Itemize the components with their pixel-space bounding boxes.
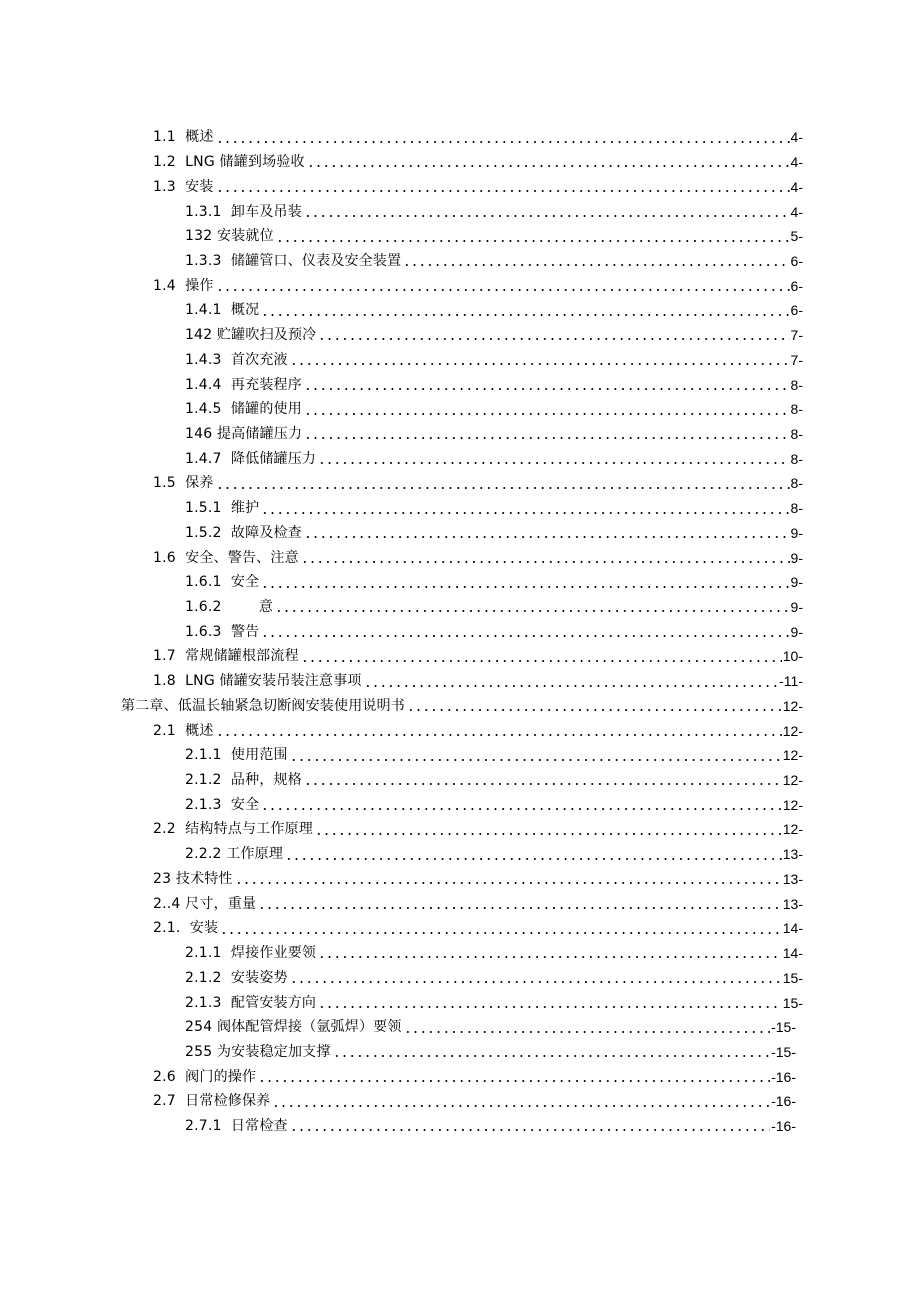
toc-dot-leader <box>403 263 789 267</box>
toc-entry[interactable] <box>185 298 803 323</box>
toc-entry-title: 1.3 安装 <box>153 178 214 195</box>
toc-entry-title: 146 提高储罐压力 <box>185 425 303 442</box>
toc-entry-title: 1.3.1 卸车及吊装 <box>185 203 302 220</box>
toc-entry[interactable] <box>185 249 803 274</box>
toc-page-number: 14- <box>782 945 803 962</box>
toc-dot-leader <box>261 634 789 638</box>
toc-dot-leader <box>261 585 789 589</box>
toc-entry-title: 1.2 LNG 储罐到场验收 <box>153 154 305 171</box>
toc-entry[interactable] <box>185 199 803 224</box>
toc-entry-title: 2.2.2 工作原理 <box>185 846 284 863</box>
toc-entry[interactable] <box>185 496 803 521</box>
toc-entry-title: 1.5.1 维护 <box>185 500 260 517</box>
toc-page-number: 8- <box>790 450 803 467</box>
toc-entry[interactable] <box>153 125 803 150</box>
toc-dot-leader <box>216 486 790 490</box>
toc-page-number: 9- <box>790 549 803 566</box>
toc-entry[interactable] <box>153 471 803 496</box>
toc-dot-leader <box>318 337 789 341</box>
toc-entry[interactable] <box>185 446 803 471</box>
toc-entry-title: 132 安装就位 <box>185 228 274 245</box>
toc-page-number: -15- <box>771 1019 796 1036</box>
toc-entry[interactable] <box>153 867 803 892</box>
toc-dot-leader <box>304 214 790 218</box>
toc-entry-title: 1.6.2 意 <box>185 599 274 616</box>
toc-page-number: 8- <box>790 425 803 442</box>
toc-entry[interactable] <box>153 891 803 916</box>
toc-dot-leader <box>275 609 790 613</box>
toc-entry-title: 1.6 安全、警告、注意 <box>153 549 299 566</box>
toc-entry[interactable] <box>153 150 803 175</box>
toc-entry-title: 第二章、低温长轴紧急切断阀安装使用说明书 <box>121 697 405 714</box>
toc-entry[interactable] <box>153 817 803 842</box>
toc-entry-title: 2..4 尺寸，重量 <box>153 895 257 912</box>
toc-entry-title: 1.4.7 降低储罐压力 <box>185 450 317 467</box>
toc-entry[interactable] <box>121 694 803 719</box>
toc-dot-leader <box>404 1030 771 1034</box>
toc-entry-title: 1.3.3 储罐管口、仪表及安全装置 <box>185 252 402 269</box>
toc-entry[interactable] <box>185 619 803 644</box>
toc-dot-leader <box>364 684 779 688</box>
toc-dot-leader <box>304 436 789 440</box>
toc-dot-leader <box>304 782 782 786</box>
toc-page-number: 8- <box>790 475 803 492</box>
toc-entry[interactable] <box>153 669 803 694</box>
toc-entry-title: 1.6.3 警告 <box>185 623 260 640</box>
table-of-contents <box>0 125 920 1138</box>
toc-entry-title: 2.1.2 品种，规格 <box>185 772 302 789</box>
toc-entry[interactable] <box>185 768 803 793</box>
toc-page-number: 5- <box>790 228 803 245</box>
toc-entry[interactable] <box>185 941 803 966</box>
toc-dot-leader <box>276 239 790 243</box>
toc-page-number: -16- <box>771 1068 796 1085</box>
toc-entry-title: 1.4.4 再充装程序 <box>185 376 302 393</box>
toc-entry-title: 2.6 阀门的操作 <box>153 1068 257 1085</box>
toc-entry-title: 1.4.1 概况 <box>185 302 260 319</box>
toc-dot-leader <box>290 362 790 366</box>
toc-entry-title: 1.8 LNG 储罐安装吊装注意事项 <box>153 673 362 690</box>
toc-dot-leader <box>307 164 790 168</box>
toc-dot-leader <box>258 1079 770 1083</box>
toc-page-number: 8- <box>790 376 803 393</box>
toc-page-number: 12- <box>782 697 803 714</box>
toc-dot-leader <box>235 881 782 885</box>
toc-entry[interactable] <box>153 1064 796 1089</box>
toc-dot-leader <box>216 189 790 193</box>
toc-page-number: 9- <box>790 599 803 616</box>
toc-entry[interactable] <box>185 792 803 817</box>
toc-entry[interactable] <box>185 1015 796 1040</box>
toc-entry[interactable] <box>185 570 803 595</box>
toc-entry[interactable] <box>185 990 803 1015</box>
toc-page-number: -16- <box>771 1093 796 1110</box>
toc-entry-title: 23 技术特性 <box>153 870 233 887</box>
toc-page-number: 15- <box>782 969 803 986</box>
toc-entry[interactable] <box>153 273 803 298</box>
toc-page-number: -11- <box>779 673 803 690</box>
toc-page-number: 12- <box>782 747 803 764</box>
toc-dot-leader <box>318 1005 782 1009</box>
toc-entry[interactable] <box>185 323 803 348</box>
toc-entry-title: 255 为安装稳定加支撑 <box>185 1043 331 1060</box>
toc-entry-title: 1.4.5 储罐的使用 <box>185 401 302 418</box>
toc-dot-leader <box>290 980 782 984</box>
toc-entry[interactable] <box>153 545 803 570</box>
toc-entry[interactable] <box>185 965 803 990</box>
toc-dot-leader <box>290 758 782 762</box>
toc-entry-title: 2.1. 安装 <box>153 920 219 937</box>
toc-page-number: 4- <box>790 203 803 220</box>
toc-dot-leader <box>304 535 790 539</box>
toc-page-number: 4- <box>790 129 803 146</box>
toc-dot-leader <box>261 807 781 811</box>
toc-page-number: 7- <box>790 327 803 344</box>
toc-entry-title: 2.1.2 安装姿势 <box>185 969 288 986</box>
toc-dot-leader <box>261 313 789 317</box>
toc-dot-leader <box>318 955 782 959</box>
toc-entry-title: 1.5.2 故障及检查 <box>185 524 302 541</box>
toc-dot-leader <box>216 733 782 737</box>
toc-entry[interactable] <box>185 372 803 397</box>
toc-entry[interactable] <box>185 842 803 867</box>
toc-entry-title: 142 贮罐吹扫及预冷 <box>185 327 317 344</box>
toc-page-number: 9- <box>790 623 803 640</box>
toc-page-number: 12- <box>782 772 803 789</box>
toc-page-number: 13- <box>782 870 803 887</box>
toc-page-number: 9- <box>790 574 803 591</box>
toc-entry-title: 1.4.3 首次充液 <box>185 351 288 368</box>
toc-entry[interactable] <box>185 397 803 422</box>
toc-entry-title: 2.7.1 日常检查 <box>185 1118 288 1135</box>
toc-dot-leader <box>216 140 790 144</box>
toc-dot-leader <box>220 931 782 935</box>
toc-dot-leader <box>301 659 782 663</box>
toc-entry[interactable] <box>153 644 803 669</box>
toc-entry[interactable] <box>185 1114 796 1139</box>
toc-entry-title: 1.1 概述 <box>153 129 214 146</box>
toc-page-number: 4- <box>790 178 803 195</box>
toc-dot-leader <box>301 560 790 564</box>
toc-entry[interactable] <box>153 174 803 199</box>
toc-dot-leader <box>261 511 789 515</box>
toc-entry[interactable] <box>153 1089 796 1114</box>
toc-page-number: 6- <box>790 277 803 294</box>
toc-entry-title: 2.1.1 使用范围 <box>185 747 288 764</box>
toc-entry-title: 254 阀体配管焊接（氩弧焊）要领 <box>185 1019 402 1036</box>
toc-entry-title: 2.1 概述 <box>153 722 214 739</box>
toc-page-number: 15- <box>782 994 803 1011</box>
toc-entry-title: 1.4 操作 <box>153 277 214 294</box>
toc-entry[interactable] <box>185 347 803 372</box>
toc-dot-leader <box>290 1128 770 1132</box>
toc-entry-title: 1.5 保养 <box>153 475 214 492</box>
toc-entry[interactable] <box>153 916 803 941</box>
toc-entry-title: 2.2 结构特点与工作原理 <box>153 821 313 838</box>
toc-page-number: 4- <box>790 154 803 171</box>
toc-page-number: 8- <box>790 401 803 418</box>
toc-dot-leader <box>304 387 790 391</box>
toc-entry-title: 2.7 日常检修保养 <box>153 1093 271 1110</box>
toc-page-number: 6- <box>790 302 803 319</box>
toc-dot-leader <box>258 906 782 910</box>
toc-entry[interactable] <box>185 743 803 768</box>
toc-entry-title: 2.1.3 安全 <box>185 796 260 813</box>
toc-page-number: 13- <box>782 895 803 912</box>
toc-page-number: 12- <box>782 821 803 838</box>
toc-entry[interactable] <box>185 1040 796 1065</box>
toc-entry[interactable] <box>153 718 803 743</box>
toc-entry-title: 1.6.1 安全 <box>185 574 260 591</box>
toc-entry-title: 2.1.1 焊接作业要领 <box>185 945 317 962</box>
toc-page-number: 8- <box>790 500 803 517</box>
toc-page-number: 10- <box>782 648 803 665</box>
toc-page-number: 12- <box>782 722 803 739</box>
toc-entry[interactable] <box>185 422 803 447</box>
toc-page-number: -15- <box>771 1043 796 1060</box>
toc-entry[interactable] <box>185 224 803 249</box>
toc-page-number: 9- <box>790 524 803 541</box>
toc-page-number: -16- <box>771 1118 796 1135</box>
toc-dot-leader <box>272 1104 770 1108</box>
toc-page-number: 7- <box>790 351 803 368</box>
toc-entry[interactable] <box>185 521 803 546</box>
toc-dot-leader <box>304 412 790 416</box>
toc-entry-title: 2.1.3 配管安装方向 <box>185 994 317 1011</box>
toc-page-number: 13- <box>782 846 803 863</box>
toc-dot-leader <box>285 857 782 861</box>
toc-dot-leader <box>216 288 790 292</box>
toc-entry[interactable] <box>185 595 803 620</box>
toc-page-number: 14- <box>782 920 803 937</box>
toc-page-number: 12- <box>782 796 803 813</box>
toc-page-number: 6- <box>790 252 803 269</box>
toc-dot-leader <box>407 708 782 712</box>
toc-entry-title: 1.7 常规储罐根部流程 <box>153 648 299 665</box>
toc-dot-leader <box>315 832 782 836</box>
toc-dot-leader <box>333 1054 771 1058</box>
toc-dot-leader <box>318 461 789 465</box>
